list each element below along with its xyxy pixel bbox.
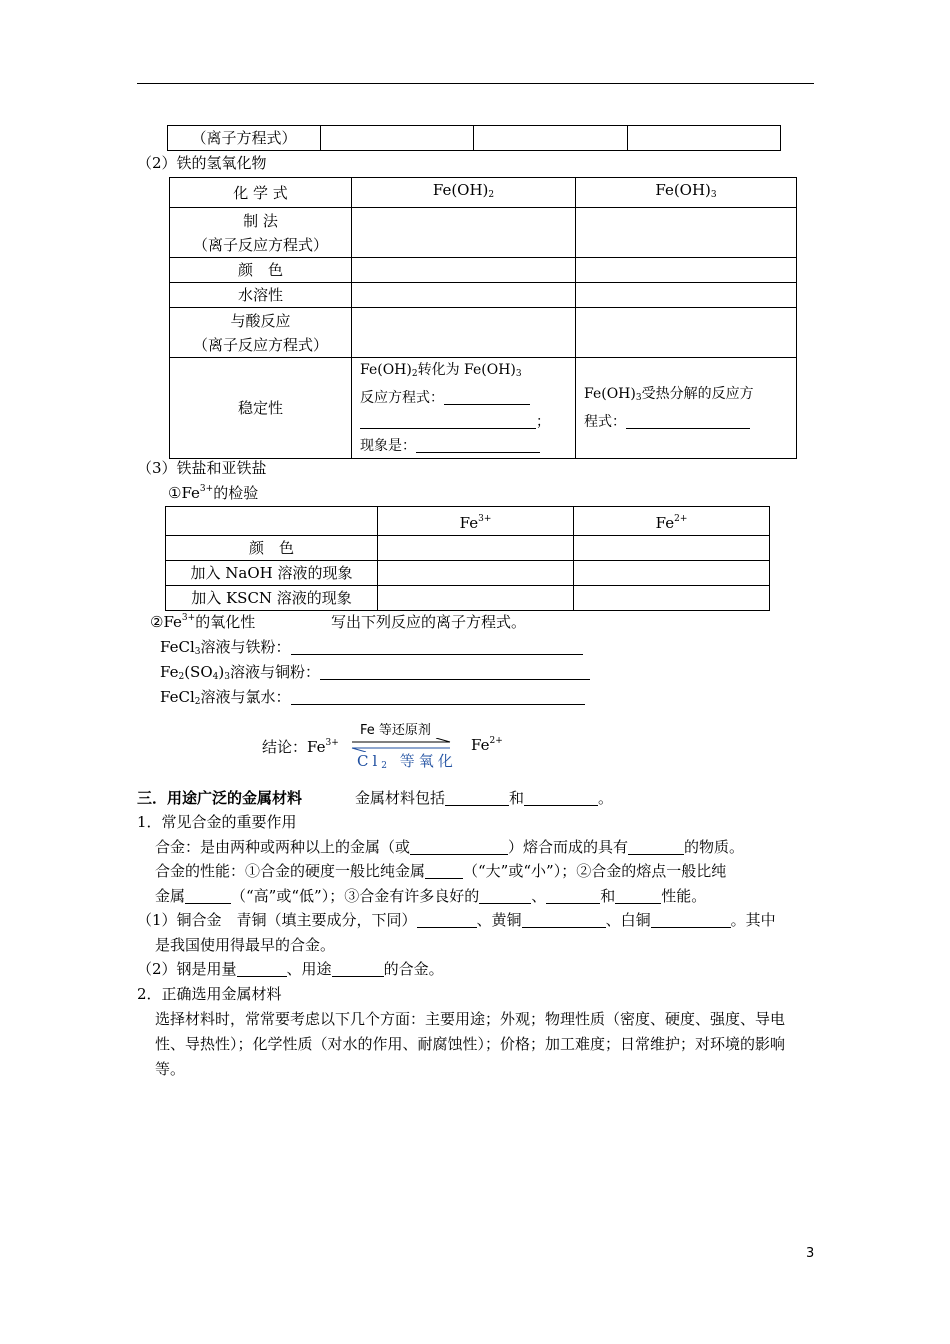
header-feoh2: $Fe(OH)_2$ bbox=[352, 178, 576, 208]
answer-blank[interactable] bbox=[417, 912, 477, 928]
answer-blank[interactable] bbox=[291, 639, 583, 655]
row-label-stability: 稳定性 bbox=[170, 358, 352, 459]
answer-cell[interactable] bbox=[576, 283, 797, 308]
header-fe2: $Fe^{2+}$ bbox=[574, 507, 770, 536]
answer-cell[interactable] bbox=[574, 536, 770, 561]
salts-empty-header bbox=[166, 507, 378, 536]
answer-blank[interactable] bbox=[185, 888, 231, 904]
row-label-color: 颜 色 bbox=[170, 258, 352, 283]
row-label-prep: 制 法 （离子反应方程式） bbox=[170, 208, 352, 258]
fe3-oxidation-instruction: 写出下列反应的离子方程式。 bbox=[331, 613, 527, 631]
equation-fecl2-cl2: FeCl$_2$溶液与氯水： bbox=[160, 686, 585, 707]
answer-blank[interactable] bbox=[615, 888, 661, 904]
answer-blank[interactable] bbox=[237, 961, 287, 977]
top-table-row-label: （离子方程式） bbox=[168, 126, 321, 151]
arrow-top-label: Fe 等还原剂 bbox=[360, 723, 431, 738]
salts-heading: （3）铁盐和亚铁盐 bbox=[137, 459, 267, 477]
row-label-kscn: 加入 KSCN 溶液的现象 bbox=[166, 586, 378, 611]
hydroxide-heading: （2）铁的氢氧化物 bbox=[137, 154, 267, 172]
hydroxide-table bbox=[169, 177, 797, 459]
arrow-bottom-label: $Cl_2$ 等氧化 bbox=[357, 752, 457, 771]
material-selection-para-1: 选择材料时，常常要考虑以下几个方面：主要用途；外观；物理性质（密度、硬度、强度、导电 bbox=[155, 1010, 786, 1028]
answer-cell[interactable] bbox=[378, 561, 574, 586]
row-label-solubility: 水溶性 bbox=[170, 283, 352, 308]
top-table-cell[interactable] bbox=[628, 126, 781, 151]
material-selection-para-3: 等。 bbox=[155, 1060, 186, 1078]
answer-blank[interactable] bbox=[546, 888, 600, 904]
answer-blank[interactable] bbox=[416, 437, 540, 453]
answer-cell[interactable] bbox=[352, 258, 576, 283]
row-label-color: 颜 色 bbox=[166, 536, 378, 561]
alloy-properties-1: 合金的性能：①合金的硬度一般比纯金属 （“大”或“小”）；②合金的熔点一般比纯 bbox=[155, 862, 727, 880]
answer-blank[interactable] bbox=[445, 790, 509, 806]
answer-blank[interactable] bbox=[524, 790, 598, 806]
answer-cell[interactable] bbox=[352, 308, 576, 358]
answer-blank[interactable] bbox=[410, 839, 508, 855]
answer-cell[interactable] bbox=[352, 208, 576, 258]
answer-blank[interactable] bbox=[320, 664, 590, 680]
answer-cell[interactable] bbox=[352, 283, 576, 308]
top-table-cell[interactable] bbox=[321, 126, 474, 151]
header-formula: 化 学 式 bbox=[170, 178, 352, 208]
conclusion-fe2: $Fe^{2+}$ bbox=[471, 736, 503, 754]
copper-alloy-line: （1）铜合金 青铜（填主要成分，下同） 、黄铜 、白铜 。其中 bbox=[137, 911, 776, 929]
answer-blank[interactable] bbox=[651, 912, 731, 928]
answer-blank[interactable] bbox=[360, 413, 536, 429]
alloy-section-title: 1．常见合金的重要作用 bbox=[137, 813, 297, 831]
answer-cell[interactable] bbox=[576, 308, 797, 358]
equation-fe2so43-cu: $Fe_2(SO_4)_3$溶液与铜粉： bbox=[160, 661, 590, 682]
answer-cell[interactable] bbox=[378, 536, 574, 561]
answer-cell[interactable] bbox=[574, 561, 770, 586]
alloy-definition: 合金：是由两种或两种以上的金属（或 ）熔合而成的具有 的物质。 bbox=[155, 838, 745, 856]
fe3-oxidation-heading: $②Fe^{3+}$的氧化性 bbox=[150, 613, 256, 631]
header-feoh3: $Fe(OH)_3$ bbox=[576, 178, 797, 208]
answer-blank[interactable] bbox=[626, 413, 750, 429]
page-number: 3 bbox=[806, 1246, 815, 1261]
copper-alloy-line-2: 是我国使用得最早的合金。 bbox=[155, 936, 336, 954]
top-table bbox=[167, 125, 781, 151]
answer-cell[interactable] bbox=[576, 208, 797, 258]
fe3-test-heading: $①Fe^{3+}$的检验 bbox=[168, 484, 259, 502]
steel-line: （2）钢是用量 、用途 的合金。 bbox=[137, 960, 444, 978]
answer-cell[interactable] bbox=[576, 258, 797, 283]
answer-blank[interactable] bbox=[332, 961, 384, 977]
equation-fecl3-fe: FeCl$_3$溶液与铁粉： bbox=[160, 636, 583, 657]
stability-feoh3-cell: $Fe(OH)_3$受热分解的反应方 程式： bbox=[576, 358, 797, 459]
section3-title: 三．用途广泛的金属材料 bbox=[137, 789, 303, 807]
header-rule bbox=[137, 83, 814, 84]
answer-blank[interactable] bbox=[522, 912, 606, 928]
answer-cell[interactable] bbox=[378, 586, 574, 611]
answer-blank[interactable] bbox=[425, 863, 463, 879]
material-selection-title: 2．正确选用金属材料 bbox=[137, 985, 282, 1003]
row-label-naoh: 加入 NaOH 溶液的现象 bbox=[166, 561, 378, 586]
salts-table bbox=[165, 506, 770, 611]
alloy-properties-2: 金属 （“高”或“低”）；③合金有许多良好的 、 和 性能。 bbox=[155, 887, 707, 905]
row-label-acid: 与酸反应 （离子反应方程式） bbox=[170, 308, 352, 358]
answer-blank[interactable] bbox=[291, 689, 585, 705]
top-table-cell[interactable] bbox=[474, 126, 628, 151]
answer-blank[interactable] bbox=[479, 888, 531, 904]
header-fe3: $Fe^{3+}$ bbox=[378, 507, 574, 536]
material-selection-para-2: 性、导热性）；化学性质（对水的作用、耐腐蚀性）；价格；加工难度；日常维护；对环境的影响 bbox=[155, 1035, 786, 1053]
conclusion-label: 结论：$Fe^{3+}$ bbox=[262, 738, 339, 756]
answer-blank[interactable] bbox=[628, 839, 684, 855]
answer-blank[interactable] bbox=[444, 389, 530, 405]
stability-feoh2-cell: $Fe(OH)_2$转化为 $Fe(OH)_3$ 反应方程式： ； 现象是： bbox=[352, 358, 576, 459]
answer-cell[interactable] bbox=[574, 586, 770, 611]
section3-intro: 金属材料包括 和 。 bbox=[355, 789, 614, 807]
